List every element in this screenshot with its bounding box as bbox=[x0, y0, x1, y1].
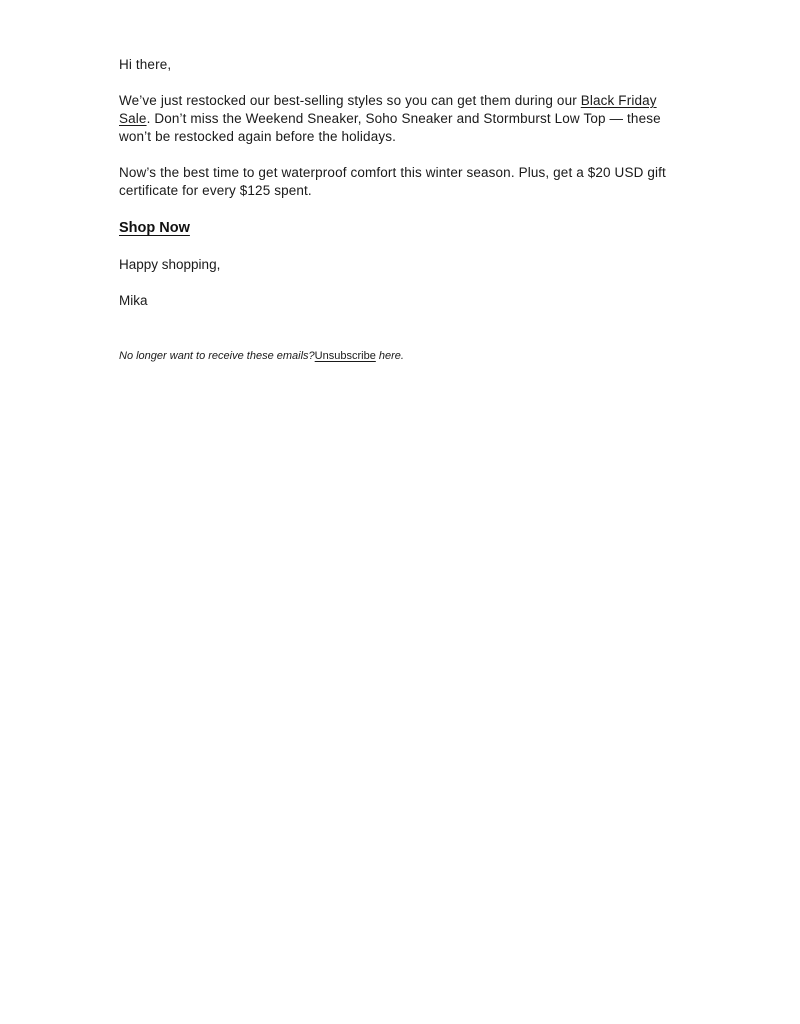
footer-suffix-text: here. bbox=[375, 350, 404, 362]
signoff-text: Happy shopping, bbox=[119, 257, 221, 272]
unsubscribe-link[interactable]: Unsubscribe bbox=[314, 350, 376, 362]
intro-text-before-link: We’ve just restocked our best-selling styles so you can get them during our bbox=[119, 93, 581, 108]
intro-text-after-link: . Don’t miss the Weekend Sneaker, Soho Sneaker and Stormburst Low Top — these won’t be restocked again before the holidays. bbox=[119, 111, 661, 144]
email-body bbox=[119, 56, 675, 310]
footer-prefix-text: No longer want to receive these emails? bbox=[119, 350, 315, 362]
email-footer bbox=[119, 349, 679, 364]
shop-now-link[interactable]: Shop Now bbox=[119, 220, 190, 236]
sender-name: Mika bbox=[119, 293, 148, 308]
shop-now-cta bbox=[119, 218, 675, 238]
greeting-text: Hi there, bbox=[119, 57, 172, 72]
black-friday-sale-link[interactable]: Black Friday Sale bbox=[119, 93, 657, 126]
offer-paragraph: Now’s the best time to get waterproof comfort this winter season. Plus, get a $20 USD gift certificate for every $125 spent. bbox=[119, 165, 666, 198]
intro-paragraph bbox=[119, 92, 675, 146]
